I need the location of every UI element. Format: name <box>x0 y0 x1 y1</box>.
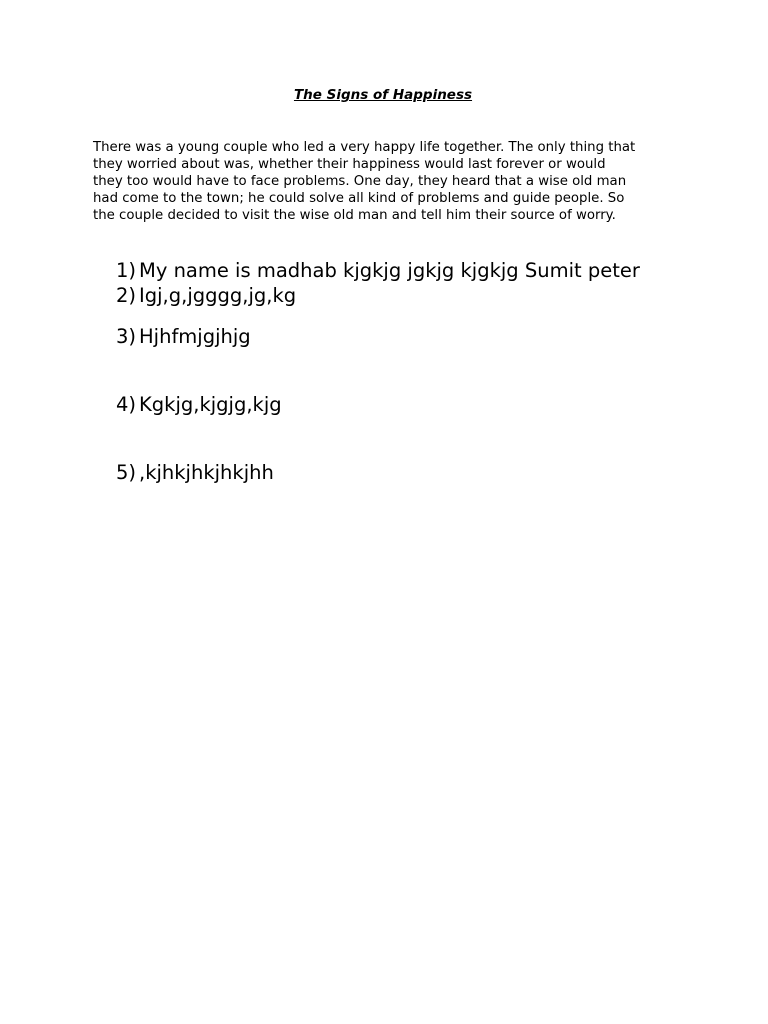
paragraph-line: they worried about was, whether their happiness would last forever or would <box>93 157 606 172</box>
list-item-text: Hjhfmjgjhjg <box>139 325 251 348</box>
list-item-1 <box>116 259 640 283</box>
paragraph-line: There was a young couple who led a very happy life together. The only thing that <box>93 140 636 155</box>
list-item-number: 1) <box>116 259 137 282</box>
list-item-text: Igj,g,jgggg,jg,kg <box>139 284 297 307</box>
paragraph-line: the couple decided to visit the wise old man and tell him their source of worry. <box>93 208 616 223</box>
story-paragraph <box>93 139 683 224</box>
list-item-2 <box>116 284 296 308</box>
list-item-text: Kgkjg,kjgjg,kjg <box>139 393 282 416</box>
list-item-3 <box>116 325 251 349</box>
paragraph-line: they too would have to face problems. One day, they heard that a wise old man <box>93 174 627 189</box>
list-item-number: 4) <box>116 393 137 416</box>
list-item-number: 3) <box>116 325 137 348</box>
paragraph-line: had come to the town; he could solve all kind of problems and guide people. So <box>93 191 625 206</box>
list-item-number: 2) <box>116 284 137 307</box>
list-item-4 <box>116 393 282 417</box>
list-item-text: My name is madhab kjgkjg jgkjg kjgkjg Sumit peter <box>139 259 640 282</box>
list-item-text: ,kjhkjhkjhkjhh <box>139 461 274 484</box>
list-item-5 <box>116 461 274 485</box>
document-title: The Signs of Happiness <box>293 87 473 103</box>
list-item-number: 5) <box>116 461 137 484</box>
